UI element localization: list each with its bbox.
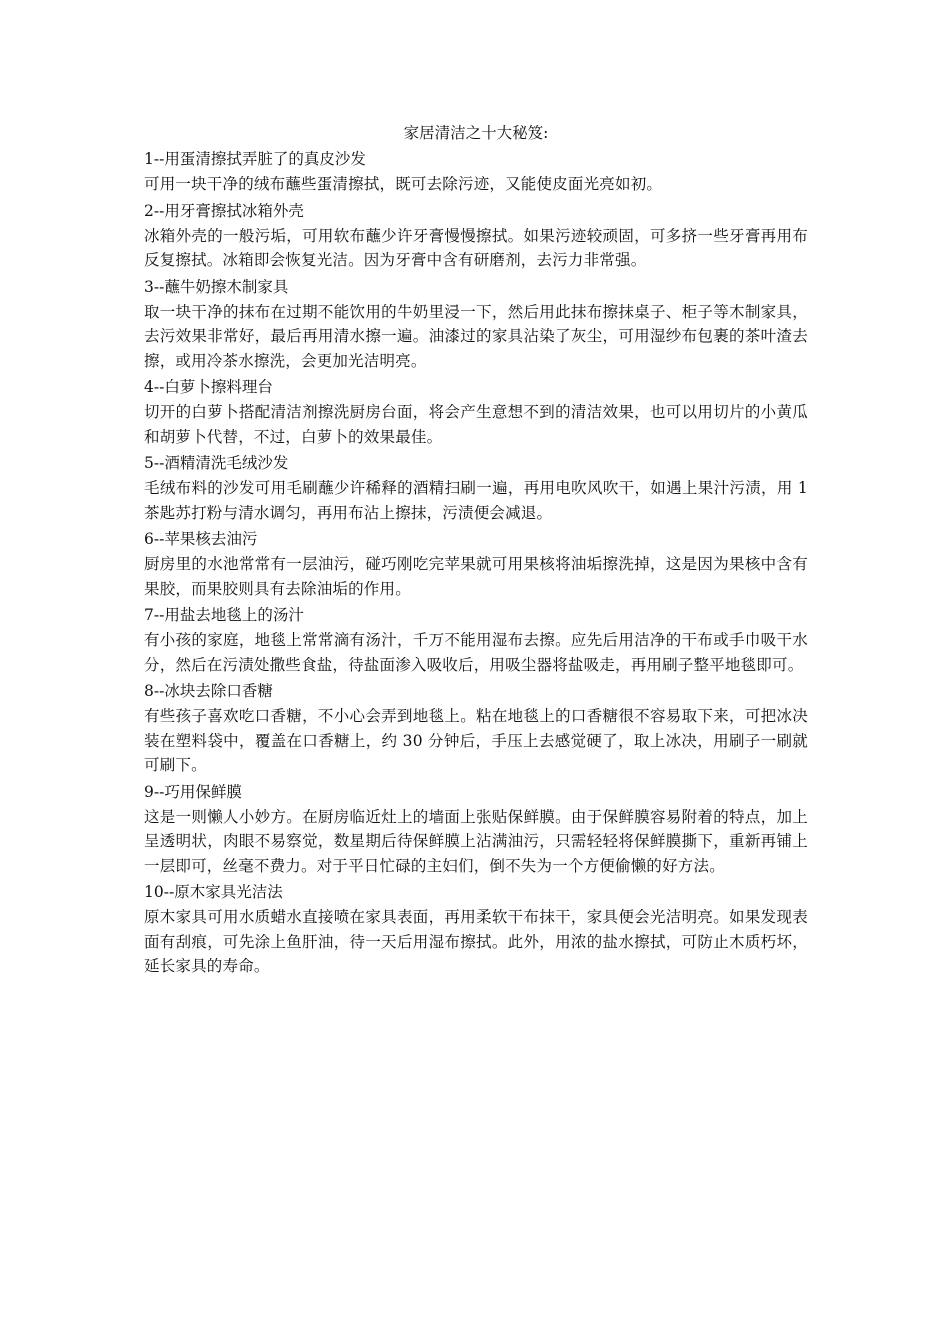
section-body: 毛绒布料的沙发可用毛刷蘸少许稀释的酒精扫刷一遍，再用电吹风吹干，如遇上果汁污渍，用 1 茶匙苏打粉与清水调匀，再用布沾上擦抹，污渍便会减退。 <box>144 479 808 522</box>
section-body: 取一块干净的抹布在过期不能饮用的牛奶里浸一下，然后用此抹布擦抹桌子、柜子等木制家具，去污效果非常好，最后再用清水擦一遍。油漆过的家具沾染了灰尘，可用湿纱布包裹的茶叶渣去擦，或用冷茶水擦洗，会更加光洁明亮。 <box>144 302 808 370</box>
document-page <box>144 122 808 982</box>
section-6 <box>144 528 808 601</box>
section-heading: 10--原木家具光洁法 <box>144 883 283 901</box>
section-1 <box>144 148 808 197</box>
section-3 <box>144 276 808 374</box>
section-body: 切开的白萝卜搭配清洁剂擦洗厨房台面，将会产生意想不到的清洁效果，也可以用切片的小黄瓜和胡萝卜代替，不过，白萝卜的效果最佳。 <box>144 403 808 446</box>
section-body: 原木家具可用水质蜡水直接喷在家具表面，再用柔软干布抹干，家具便会光洁明亮。如果发现表面有刮痕，可先涂上鱼肝油，待一天后用湿布擦拭。此外，用浓的盐水擦拭，可防止木质朽坏，延长家具的寿命。 <box>144 908 808 975</box>
section-heading: 2--用牙膏擦拭冰箱外壳 <box>144 201 304 220</box>
section-10 <box>144 881 808 979</box>
section-heading: 6--苹果核去油污 <box>144 530 258 548</box>
section-body: 有小孩的家庭，地毯上常常滴有汤汁，千万不能用湿布去擦。应先后用洁净的干布或手巾吸干水分，然后在污渍处撒些食盐，待盐面渗入吸收后，用吸尘器将盐吸走，再用刷子整平地毯即可。 <box>144 631 808 674</box>
section-heading: 8--冰块去除口香糖 <box>144 682 273 700</box>
section-heading: 9--巧用保鲜膜 <box>144 782 242 801</box>
section-body: 可用一块干净的绒布蘸些蛋清擦拭，既可去除污迹，又能使皮面光亮如初。 <box>144 175 663 193</box>
section-heading: 7--用盐去地毯上的汤汁 <box>144 606 304 624</box>
section-7 <box>144 604 808 677</box>
section-body: 冰箱外壳的一般污垢，可用软布蘸少许牙膏慢慢擦拭。如果污迹较顽固，可多挤一些牙膏再用布反复擦拭。冰箱即会恢复光洁。因为牙膏中含有研磨剂，去污力非常强。 <box>144 226 808 269</box>
section-body: 有些孩子喜欢吃口香糖，不小心会弄到地毯上。粘在地毯上的口香糖很不容易取下来，可把冰决装在塑料袋中，覆盖在口香糖上，约 30 分钟后，手压上去感觉硬了，取上冰决，用刷子一刷就可刷下。 <box>144 707 808 774</box>
document-title: 家居清洁之十大秘笈: <box>403 124 549 142</box>
section-body: 厨房里的水池常常有一层油污，碰巧刚吃完苹果就可用果核将油垢擦洗掉，这是因为果核中含有果胶，而果胶则具有去除油垢的作用。 <box>144 555 808 598</box>
section-8 <box>144 680 808 778</box>
section-heading: 1--用蛋清擦拭弄脏了的真皮沙发 <box>144 150 366 168</box>
section-5 <box>144 452 808 525</box>
section-2 <box>144 200 808 273</box>
section-heading: 5--酒精清洗毛绒沙发 <box>144 454 289 472</box>
section-heading: 4--白萝卜擦料理台 <box>144 378 273 396</box>
section-9 <box>144 781 808 879</box>
section-body: 这是一则懒人小妙方。在厨房临近灶上的墙面上张贴保鲜膜。由于保鲜膜容易附着的特点，加上呈透明状，肉眼不易察觉，数星期后待保鲜膜上沾满油污，只需轻轻将保鲜膜撕下，重新再铺上一层即可，丝毫不费力。对于平日忙碌的主妇们，倒不失为一个方便偷懒的好方法。 <box>144 807 808 875</box>
section-heading: 3--蘸牛奶擦木制家具 <box>144 277 289 296</box>
section-4 <box>144 376 808 449</box>
